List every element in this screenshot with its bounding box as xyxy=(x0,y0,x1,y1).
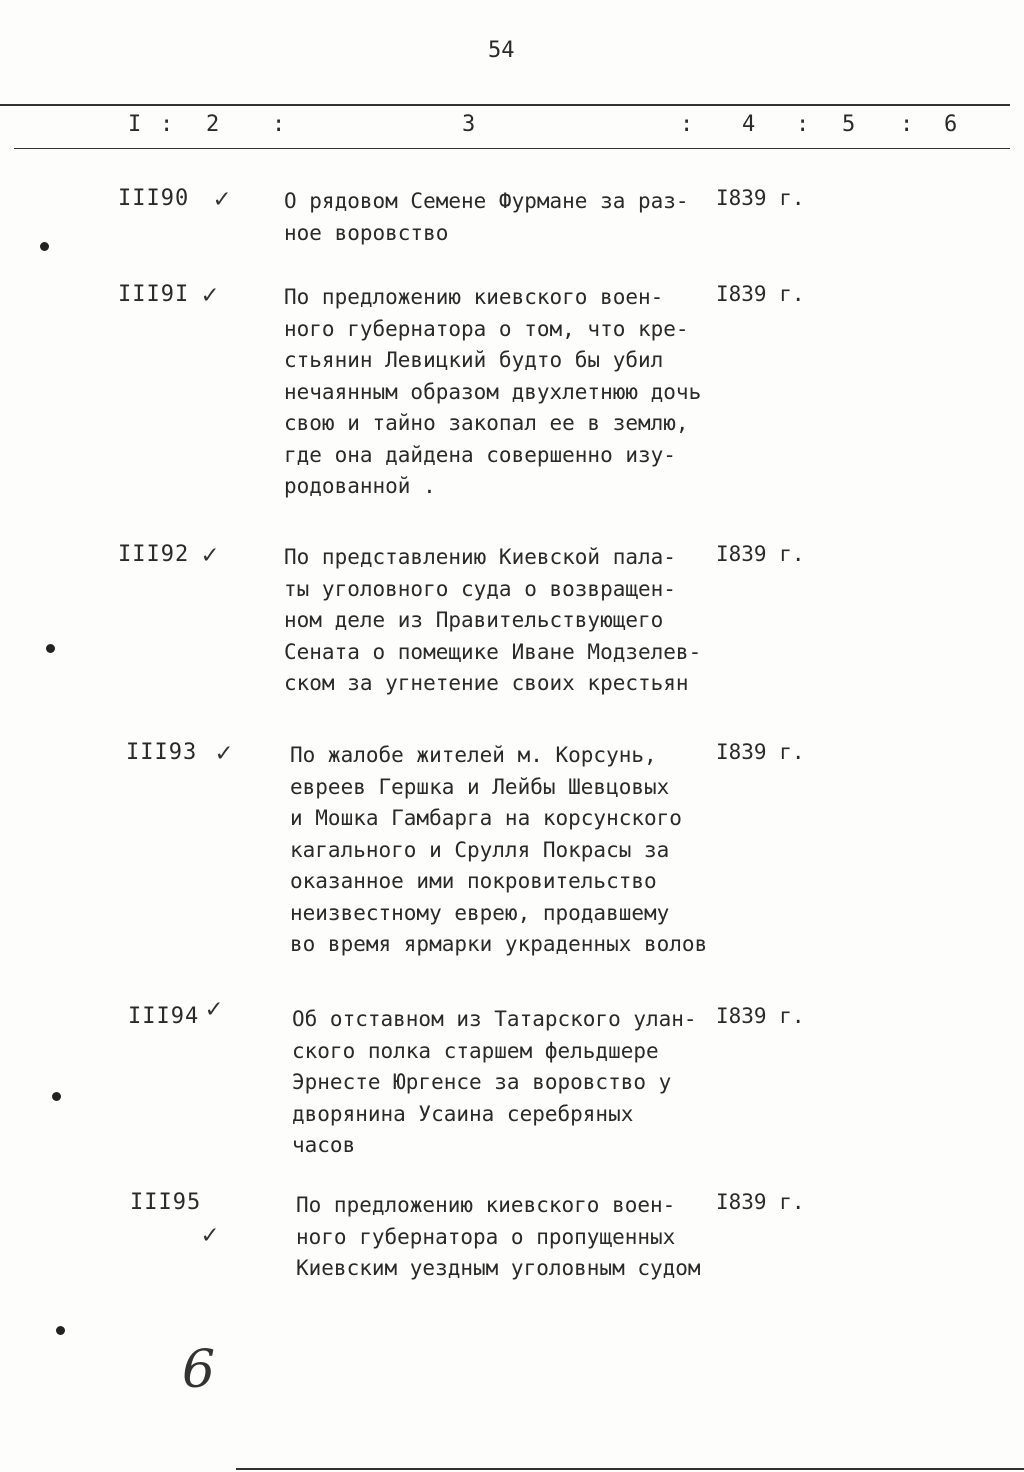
case-description: По предложению киевского воен- ного губернатора о том, что кре- стьянин Левицкий будто бы убил нечаянным образом двухлетнюю дочь свою и тайно закопал ее в землю, где она дайдена совершенно изу- родованной . xyxy=(284,285,702,498)
punch-hole-icon xyxy=(52,1092,61,1101)
case-number: III95 xyxy=(130,1190,202,1215)
case-description: По жалобе жителей м. Корсунь, евреев Гершка и Лейбы Шевцовых и Мошка Гамбарга на корсунского кагального и Срулля Покрасы за оказанное ими покровительство неизвестному еврею, продавшему во время ярмарки украденных волов xyxy=(290,743,708,956)
case-number: III90 xyxy=(118,186,190,211)
case-description: О рядовом Семене Фурмане за раз- ное воровство xyxy=(284,189,689,245)
header-separator: : xyxy=(900,112,914,137)
header-col-2: 2 xyxy=(206,112,220,137)
case-description: По предложению киевского воен- ного губернатора о пропущенных Киевским уездным уголовным судом xyxy=(296,1193,701,1280)
case-number: III93 xyxy=(126,740,198,765)
header-col-3: 3 xyxy=(462,112,476,137)
header-separator: : xyxy=(680,112,694,137)
case-year: I839 г. xyxy=(716,186,805,210)
checkmark-icon: ✓ xyxy=(216,738,232,768)
checkmark-icon: ✓ xyxy=(206,994,222,1024)
case-description: Об отставном из Татарского улан- ского полка старшем фельдшере Эрнесте Юргенсе за воровство у дворянина Усаина серебряных часов xyxy=(292,1007,697,1157)
checkmark-icon: ✓ xyxy=(214,184,230,214)
header-col-5: 5 xyxy=(842,112,856,137)
bottom-rule xyxy=(236,1468,1024,1470)
header-separator: : xyxy=(160,112,174,137)
header-col-4: 4 xyxy=(742,112,756,137)
handwritten-mark: 6 xyxy=(182,1340,216,1400)
header-col-6: 6 xyxy=(944,112,958,137)
case-year: I839 г. xyxy=(716,1190,805,1214)
case-number: III94 xyxy=(128,1004,200,1029)
header-separator: : xyxy=(796,112,810,137)
header-col-1: I xyxy=(128,112,142,137)
case-year: I839 г. xyxy=(716,282,805,306)
checkmark-icon: ✓ xyxy=(202,1220,218,1250)
case-description: По представлению Киевской пала- ты уголовного суда о возвращен- ном деле из Правительствующего Сената о помещике Иване Модзелев- ском за угнетение своих крестьян xyxy=(284,545,702,695)
case-year: I839 г. xyxy=(716,1004,805,1028)
case-number: III9I xyxy=(118,282,190,307)
punch-hole-icon xyxy=(56,1326,65,1335)
header-separator: : xyxy=(272,112,286,137)
page-number: 54 xyxy=(488,38,515,63)
punch-hole-icon xyxy=(46,644,55,653)
case-year: I839 г. xyxy=(716,740,805,764)
punch-hole-icon xyxy=(40,242,49,251)
header-rule xyxy=(14,148,1010,149)
case-year: I839 г. xyxy=(716,542,805,566)
checkmark-icon: ✓ xyxy=(202,280,218,310)
case-number: III92 xyxy=(118,542,190,567)
top-rule xyxy=(0,104,1010,106)
checkmark-icon: ✓ xyxy=(202,540,218,570)
